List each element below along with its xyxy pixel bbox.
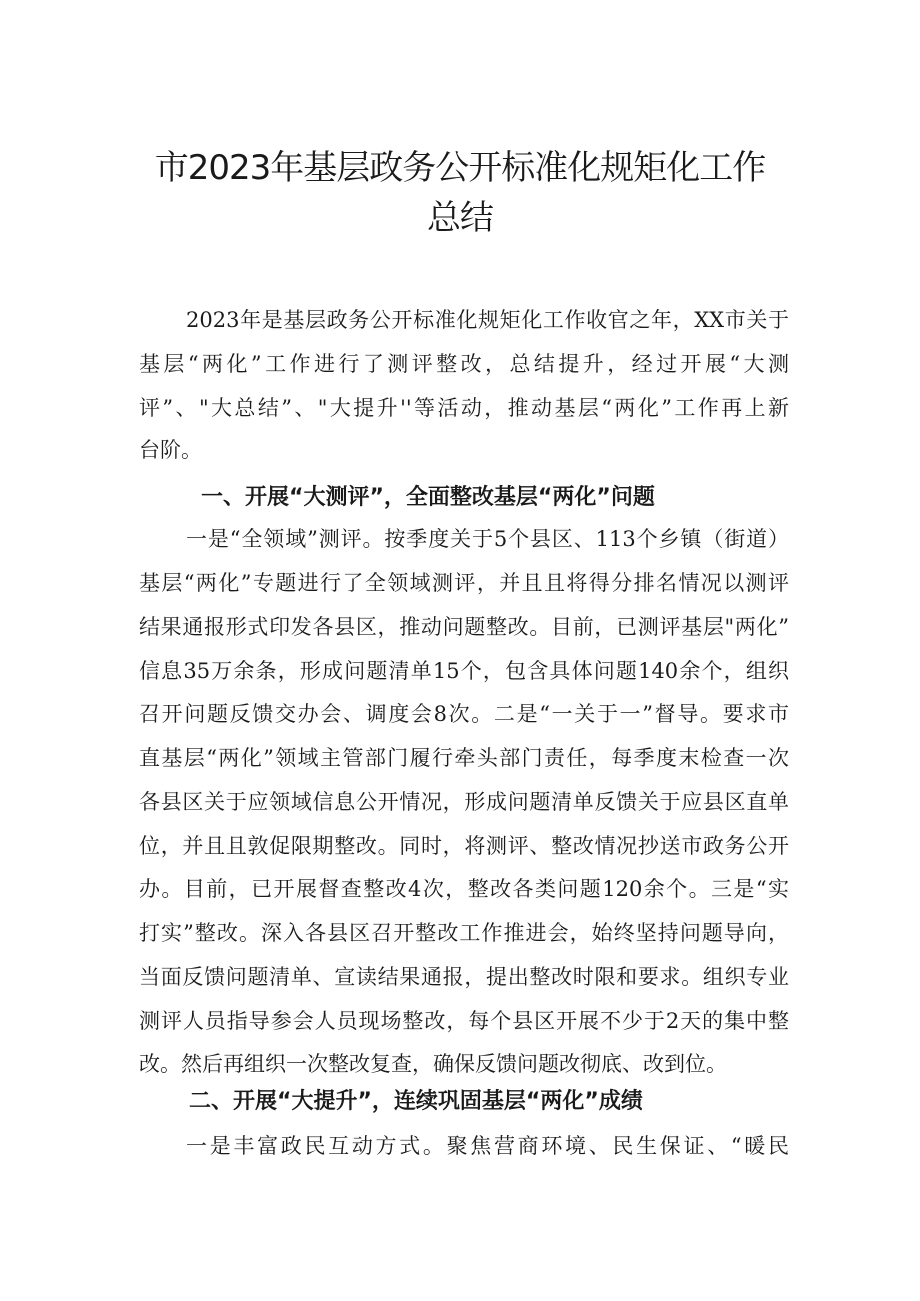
section1-line: 结果通报形式印发各县区，推动问题整改。目前，已测评基层"两化” [139, 615, 789, 639]
section1-line: 信息35万余条，形成问题清单15个，包含具体问题140余个，组织 [139, 659, 789, 683]
section1-line: 直基层“两化”领域主管部门履行牵头部门责任，每季度末检查一次 [139, 746, 789, 770]
section2-line: 一是丰富政民互动方式。聚焦营商环境、民生保证、“暖民 [186, 1134, 789, 1158]
document-title-line-2: 总结 [427, 198, 493, 238]
intro-line: 2023年是基层政务公开标准化规矩化工作收官之年，XX市关于 [186, 308, 789, 332]
section1-line: 办。目前，已开展督查整改4次，整改各类问题120余个。三是“实 [139, 877, 789, 901]
section1-line: 测评人员指导参会人员现场整改，每个县区开展不少于2天的集中整 [139, 1009, 789, 1033]
section-heading-2: 二、开展“大提升”，连续巩固基层“两化”成绩 [189, 1089, 643, 1114]
section1-line: 当面反馈问题清单、宣读结果通报，提出整改时限和要求。组织专业 [139, 965, 789, 989]
document-title-line-1: 市2023年基层政务公开标准化规矩化工作 [154, 148, 766, 188]
section1-line: 打实”整改。深入各县区召开整改工作推进会，始终坚持问题导向， [139, 921, 789, 945]
section1-line: 召开问题反馈交办会、调度会8次。二是“一关于一”督导。要求市 [139, 702, 789, 726]
section1-line: 改。然后再组织一次整改复查，确保反馈问题改彻底、改到位。 [139, 1052, 727, 1076]
intro-line: 评”、"大总结”、"大提升''等活动，推动基层“两化”工作再上新 [139, 396, 789, 420]
section1-line: 位，并且且敦促限期整改。同时，将测评、整改情况抄送市政务公开 [139, 834, 789, 858]
section-heading-1: 一、开展“大测评”，全面整改基层“两化”问题 [201, 485, 655, 510]
intro-line: 台阶。 [139, 438, 202, 462]
section1-line: 基层“两化”专题进行了全领域测评，并且且将得分排名情况以测评 [139, 571, 789, 595]
intro-line: 基层“两化”工作进行了测评整改，总结提升，经过开展“大测 [139, 352, 789, 376]
section1-line: 各县区关于应领域信息公开情况，形成问题清单反馈关于应县区直单 [139, 790, 789, 814]
section1-line: 一是“全领域”测评。按季度关于5个县区、113个乡镇（街道） [186, 527, 789, 551]
